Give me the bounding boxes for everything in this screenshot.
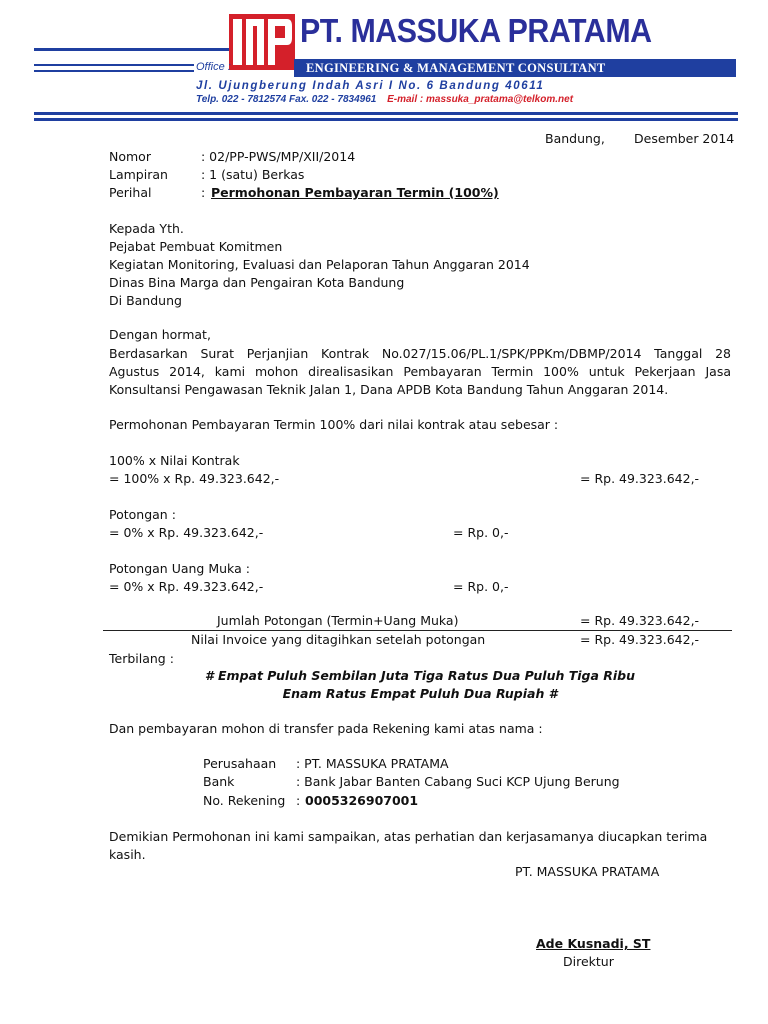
perusahaan-value: : PT. MASSUKA PRATAMA xyxy=(296,756,449,771)
nomor-label: Nomor xyxy=(109,149,151,164)
potongan-formula: = 0% x Rp. 49.323.642,- xyxy=(109,525,264,540)
recipient-line: Kegiatan Monitoring, Evaluasi dan Pelaporan Tahun Anggaran 2014 xyxy=(109,257,530,272)
perihal-label: Perihal xyxy=(109,185,152,200)
recipient-line: Pejabat Pembuat Komitmen xyxy=(109,239,283,254)
letterhead-divider xyxy=(34,118,738,121)
letterhead-divider xyxy=(34,112,738,115)
nomor-value: : 02/PP-PWS/MP/XII/2014 xyxy=(201,149,356,164)
closing-text: Demikian Permohonan ini kami sampaikan, atas perhatian dan kerjasamanya diucapkan terima kasih. xyxy=(109,829,708,862)
email: E-mail : massuka_pratama@telkom.net xyxy=(387,94,574,105)
signer-title: Direktur xyxy=(563,954,614,969)
contract-result: = Rp. 49.323.642,- xyxy=(580,471,700,486)
closing-company: PT. MASSUKA PRATAMA xyxy=(515,864,660,879)
letter-date: Desember 2014 xyxy=(634,131,735,146)
lampiran-value: : 1 (satu) Berkas xyxy=(201,167,305,182)
recipient-line: Kepada Yth. xyxy=(109,221,184,236)
greeting: Dengan hormat, xyxy=(109,327,211,342)
potongan-result: = Rp. 0,- xyxy=(453,525,509,540)
office-label: Office : xyxy=(196,61,231,73)
mp-logo-icon xyxy=(229,14,295,70)
signer-name: Ade Kusnadi, ST xyxy=(536,936,651,951)
office-line xyxy=(34,70,194,72)
subtitle-banner xyxy=(294,59,736,77)
contract-formula: = 100% x Rp. 49.323.642,- xyxy=(109,471,280,486)
perusahaan-label: Perusahaan xyxy=(203,756,277,771)
uang-muka-result: = Rp. 0,- xyxy=(453,579,509,594)
rekening-value: 0005326907001 xyxy=(305,793,419,808)
letterhead-top-line xyxy=(34,48,236,51)
total-divider xyxy=(103,630,732,631)
terbilang-line: # Empat Puluh Sembilan Juta Tiga Ratus Dua Puluh Tiga Ribu xyxy=(204,668,636,683)
company-contact xyxy=(196,94,573,105)
perihal-value: Permohonan Pembayaran Termin (100%) xyxy=(211,185,499,200)
request-line: Permohonan Pembayaran Termin 100% dari nilai kontrak atau sebesar : xyxy=(109,417,559,432)
recipient-line: Di Bandung xyxy=(109,293,182,308)
uang-muka-label: Potongan Uang Muka : xyxy=(109,561,250,576)
payment-intro: Dan pembayaran mohon di transfer pada Rekening kami atas nama : xyxy=(109,721,543,736)
jumlah-potongan-label: Jumlah Potongan (Termin+Uang Muka) xyxy=(217,613,459,628)
letter-place: Bandung, xyxy=(545,131,605,146)
recipient-line: Dinas Bina Marga dan Pengairan Kota Bandung xyxy=(109,275,405,290)
jumlah-potongan-result: = Rp. 49.323.642,- xyxy=(580,613,700,628)
bank-label: Bank xyxy=(203,774,235,789)
body-paragraph: Berdasarkan Surat Perjanjian Kontrak No.027/15.06/PL.1/SPK/PPKm/DBMP/2014 Tanggal 28 Agustus 2014, kami mohon direalisasikan Pembayaran Termin 100% untuk Pekerjaan Jasa Konsultansi Pengawasan Teknik Jalan 1, Dana APDB Kota Bandung Tahun Anggaran 2014. xyxy=(109,346,731,397)
rekening-colon: : xyxy=(296,793,301,808)
perihal-colon: : xyxy=(201,185,206,200)
invoice-result: = Rp. 49.323.642,- xyxy=(580,632,700,647)
contract-label: 100% x Nilai Kontrak xyxy=(109,453,240,468)
potongan-label: Potongan : xyxy=(109,507,176,522)
uang-muka-formula: = 0% x Rp. 49.323.642,- xyxy=(109,579,264,594)
invoice-label: Nilai Invoice yang ditagihkan setelah potongan xyxy=(191,632,486,647)
lampiran-label: Lampiran xyxy=(109,167,168,182)
company-subtitle: ENGINEERING & MANAGEMENT CONSULTANT xyxy=(306,61,606,75)
phone-fax: Telp. 022 - 7812574 Fax. 022 - 7834961 xyxy=(196,94,377,105)
terbilang-line: Enam Ratus Empat Puluh Dua Rupiah # xyxy=(282,686,558,701)
bank-value: : Bank Jabar Banten Cabang Suci KCP Ujung Berung xyxy=(296,774,620,789)
company-address: Jl. Ujungberung Indah Asri I No. 6 Bandung 40611 xyxy=(196,80,545,92)
company-name: PT. MASSUKA PRATAMA xyxy=(300,12,652,49)
office-line xyxy=(34,64,194,66)
rekening-label: No. Rekening xyxy=(203,793,286,808)
terbilang-label: Terbilang : xyxy=(109,651,174,666)
